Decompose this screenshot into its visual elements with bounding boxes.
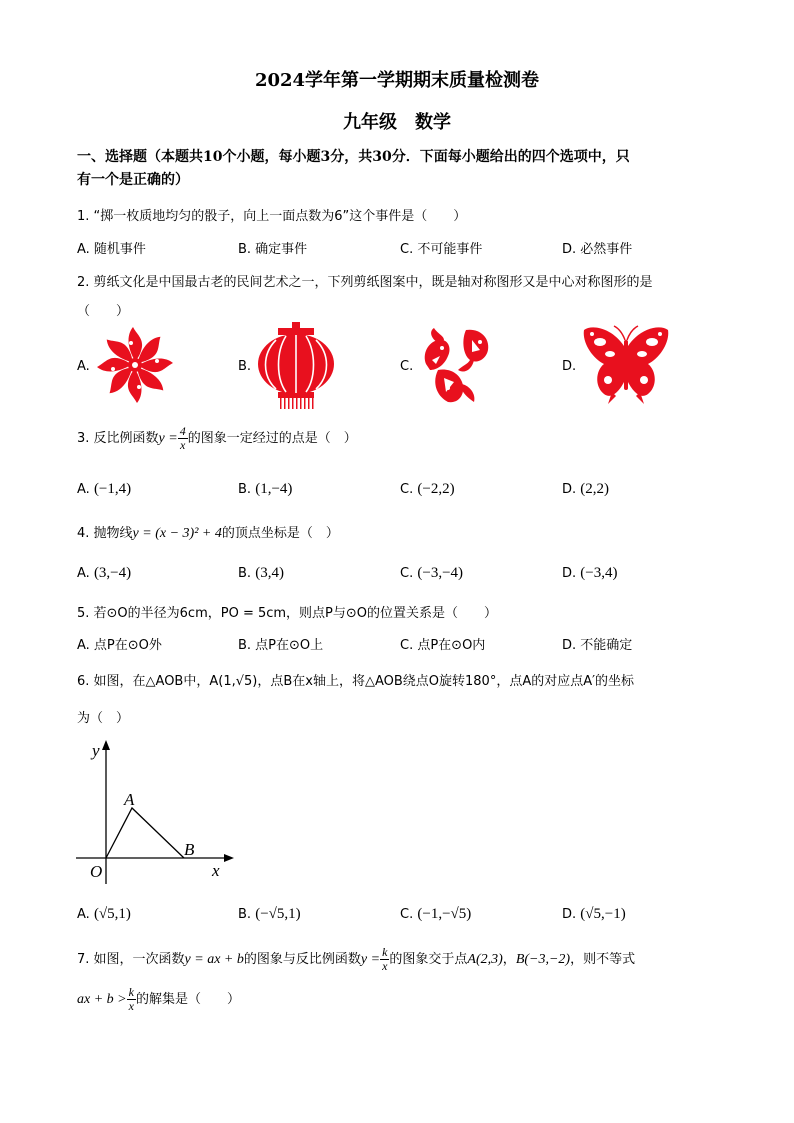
q7-comma: ， xyxy=(502,952,516,967)
question-2-stem: 2. 剪纸文化是中国最古老的民间艺术之一，下列剪纸图案中，既是轴对称图形又是中心对称图形的是 xyxy=(77,275,653,290)
q4-option-a xyxy=(77,565,131,582)
page-title: 2024学年第一学期期末质量检测卷 xyxy=(254,70,540,91)
q7-inequality-denominator: x xyxy=(128,999,134,1013)
x-axis-arrow xyxy=(224,854,234,862)
q2-label-b: B. xyxy=(238,359,252,374)
q7-fraction-denominator: x xyxy=(382,959,388,973)
question-6-stem: 6. 如图，在△AOB中，A(1,√5)，点B在x轴上，将△AOB绕点O旋转180°，点A的对应点A′的坐标 xyxy=(77,674,635,689)
q6-option-d-value: (√5,−1) xyxy=(580,906,626,922)
q3-option-b-label: B. xyxy=(238,482,252,497)
q6-option-a-label: A. xyxy=(77,907,90,922)
q4-option-d xyxy=(562,565,618,582)
section-header-line1: 一、选择题（本题共10个小题，每小题3分，共30分．下面每小题给出的四个选项中，只 xyxy=(77,149,630,165)
q6-option-b-value: (−√5,1) xyxy=(255,906,301,922)
q2-label-c: C. xyxy=(400,359,414,374)
page-subtitle: 九年级 数学 xyxy=(343,112,451,133)
q7-point-a: A(2,3) xyxy=(467,952,503,967)
question-2-stem-cont: （ ） xyxy=(77,304,130,319)
origin-label: O xyxy=(90,862,103,881)
q7-linear-equation: y = ax + b xyxy=(184,952,244,967)
q3-fraction xyxy=(178,425,188,452)
q1-option-d: D. 必然事件 xyxy=(562,242,633,257)
q4-option-c-value: (−3,−4) xyxy=(417,565,464,581)
q7-fraction-numerator: k xyxy=(382,945,388,959)
q6-option-b xyxy=(238,906,301,923)
triangle-aob xyxy=(106,808,184,858)
q4-option-b-value: (3,4) xyxy=(255,565,284,581)
q3-prefix: 3. 反比例函数 xyxy=(77,431,159,446)
question-3-stem xyxy=(77,424,357,454)
q4-suffix: 的顶点坐标是（ ） xyxy=(221,526,339,541)
q3-fraction-numerator: 4 xyxy=(179,424,186,438)
q4-equation: y = (x − 3)² + 4 xyxy=(132,526,222,541)
q3-option-c-value: (−2,2) xyxy=(417,481,455,497)
q3-option-d-value: (2,2) xyxy=(580,481,610,497)
q6-option-c-value: (−1,−√5) xyxy=(417,906,472,922)
q6-option-c xyxy=(400,906,471,923)
q4-option-d-value: (−3,4) xyxy=(580,565,618,581)
q3-suffix: 的图象一定经过的点是（ ） xyxy=(187,431,357,446)
q6-triangle-figure xyxy=(72,738,242,884)
q7-inequality-numerator: k xyxy=(128,985,134,999)
y-axis-label: y xyxy=(92,741,100,760)
q7-inequality-fraction xyxy=(127,986,136,1013)
question-7-stem xyxy=(77,946,635,974)
q7-text-b: 的图象与反比例函数 xyxy=(243,952,361,967)
question-1-stem: 1. “掷一枚质地均匀的骰子，向上一面点数为6”这个事件是（ ） xyxy=(77,209,467,224)
q7-text-c: 的图象交于点 xyxy=(389,952,468,967)
q3-option-b-value: (1,−4) xyxy=(255,481,293,497)
q7-text-d: ，则不等式 xyxy=(570,952,636,967)
q4-option-b xyxy=(238,565,284,582)
q3-option-d-label: D. xyxy=(562,482,577,497)
q7-fraction xyxy=(380,946,389,973)
question-6-stem-cont: 为（ ） xyxy=(77,711,130,726)
q6-option-a-value: (√5,1) xyxy=(93,906,131,922)
question-7-stem-cont xyxy=(77,986,240,1014)
q7-text-e: 的解集是（ ） xyxy=(135,992,240,1007)
q7-inequality: ax + b > xyxy=(77,992,127,1007)
y-axis-arrow xyxy=(102,740,110,750)
q7-text-a: 7. 如图，一次函数 xyxy=(77,952,185,967)
q7-y-equals: y = xyxy=(360,952,381,967)
q4-option-a-label: A. xyxy=(77,566,90,581)
q6-option-d xyxy=(562,906,626,923)
q2-label-a: A. xyxy=(77,359,90,374)
q4-option-d-label: D. xyxy=(562,566,577,581)
q4-option-b-label: B. xyxy=(238,566,252,581)
q5-option-d: D. 不能确定 xyxy=(562,638,633,653)
q6-option-d-label: D. xyxy=(562,907,577,922)
q1-option-c: C. 不可能事件 xyxy=(400,242,483,257)
q2-label-d: D. xyxy=(562,359,577,374)
q1-option-a: A. 随机事件 xyxy=(77,242,146,257)
q3-option-c xyxy=(400,481,455,498)
q5-option-c: C. 点P在⊙O内 xyxy=(400,638,486,653)
q3-equation: y = xyxy=(158,431,178,446)
q7-point-b: B(−3,−2) xyxy=(515,952,571,967)
question-5-stem: 5. 若⊙O的半径为6cm，PO = 5cm，则点P与⊙O的位置关系是（ ） xyxy=(77,606,498,621)
paper-cut-butterfly-image xyxy=(582,324,670,406)
q3-fraction-denominator: x xyxy=(180,438,186,452)
q3-option-a-label: A. xyxy=(77,482,90,497)
q4-prefix: 4. 抛物线 xyxy=(77,526,133,541)
paper-cut-fish-image xyxy=(418,326,494,406)
q4-option-a-value: (3,−4) xyxy=(93,565,132,581)
q4-option-c xyxy=(400,565,463,582)
paper-cut-flower-image xyxy=(94,324,176,406)
q3-option-a-value: (−1,4) xyxy=(93,481,132,497)
point-b-label: B xyxy=(184,840,195,859)
x-axis-label: x xyxy=(212,861,220,880)
q3-option-b xyxy=(238,481,292,498)
q6-option-a xyxy=(77,906,131,923)
q3-option-c-label: C. xyxy=(400,482,414,497)
section-header-line2: 有一个是正确的） xyxy=(77,172,189,188)
q6-option-c-label: C. xyxy=(400,907,414,922)
point-a-label: A xyxy=(124,790,135,809)
q6-option-b-label: B. xyxy=(238,907,252,922)
q5-option-b: B. 点P在⊙O上 xyxy=(238,638,324,653)
question-4-stem xyxy=(77,522,339,542)
paper-cut-lantern-image xyxy=(256,322,336,410)
q3-option-a xyxy=(77,481,131,498)
q3-option-d xyxy=(562,481,609,498)
q4-option-c-label: C. xyxy=(400,566,414,581)
q1-option-b: B. 确定事件 xyxy=(238,242,308,257)
q5-option-a: A. 点P在⊙O外 xyxy=(77,638,162,653)
